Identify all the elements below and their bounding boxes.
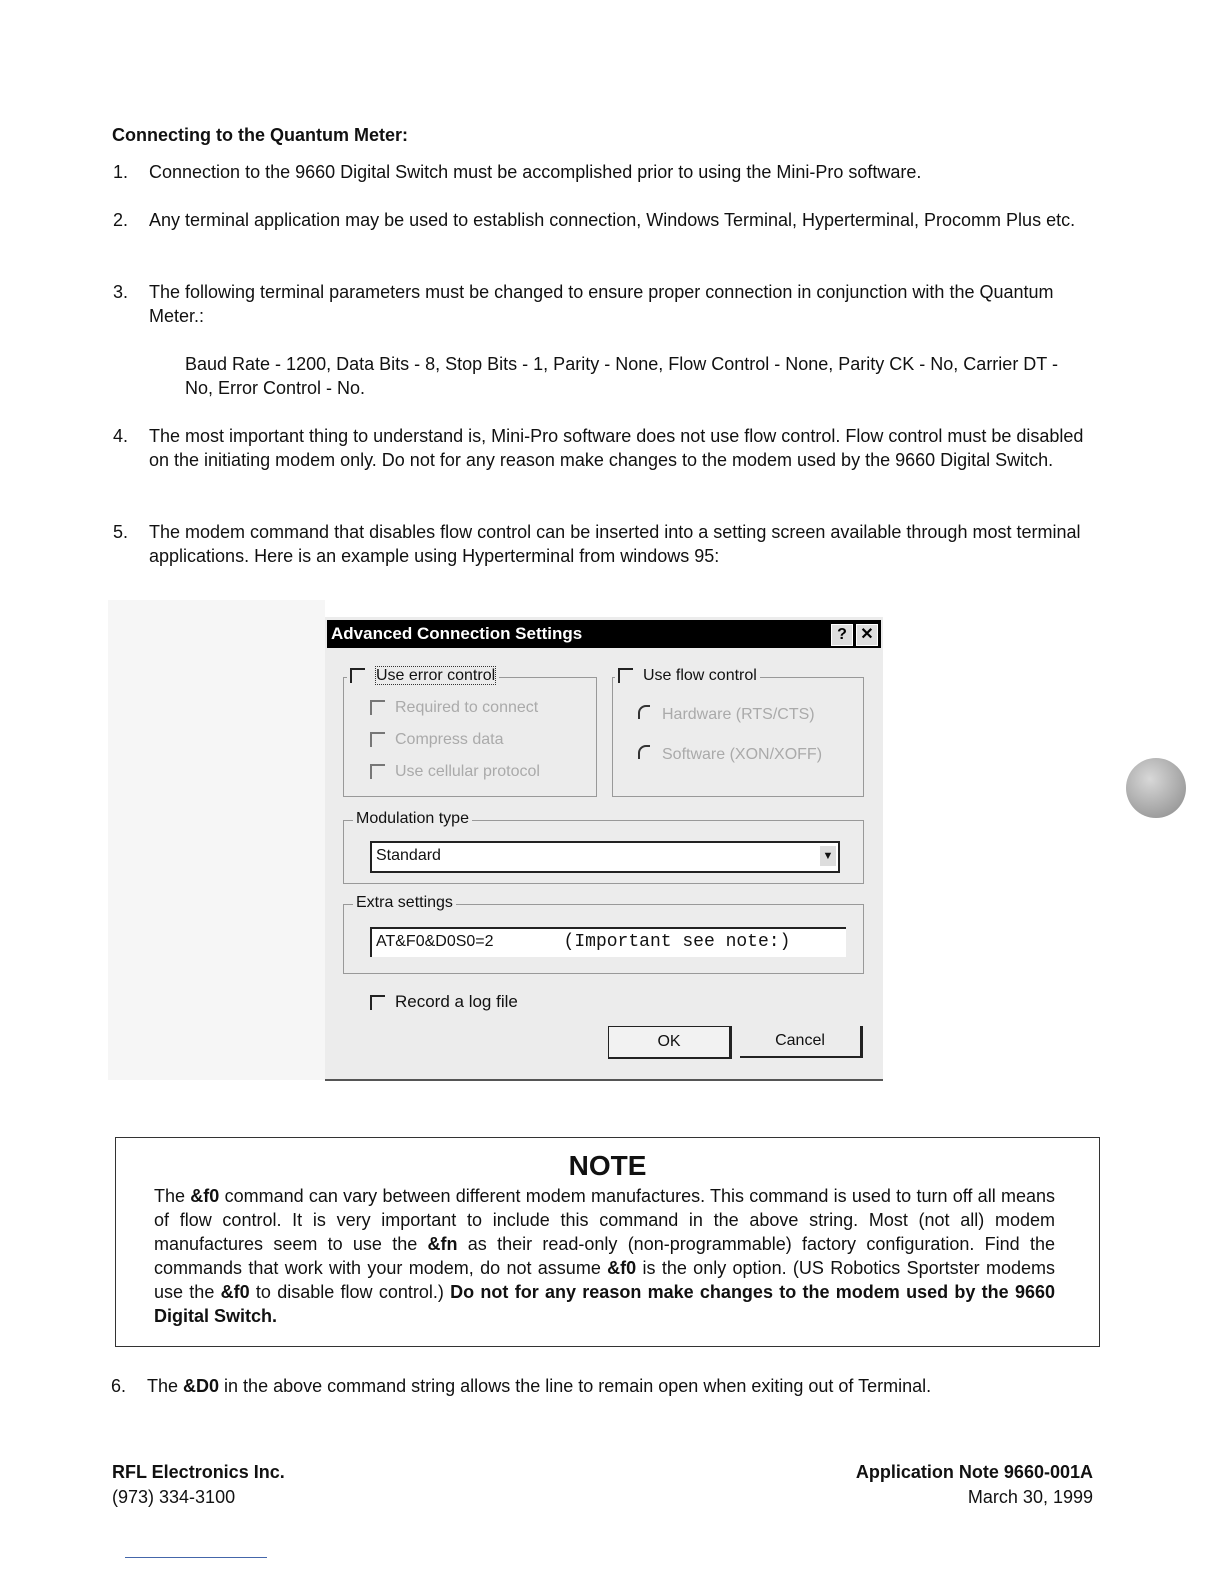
item-text: Any terminal application may be used to establish connection, Windows Terminal, Hyperterminal, Procomm Plus etc. xyxy=(149,210,1076,230)
use-cellular-protocol-checkbox[interactable]: Use cellular protocol xyxy=(370,763,540,781)
modulation-type-label: Modulation type xyxy=(353,810,472,828)
annotation-text: (Important see note:) xyxy=(563,932,791,952)
help-button[interactable]: ? xyxy=(831,624,853,646)
list-item xyxy=(113,280,1103,328)
use-flow-control-checkbox[interactable] xyxy=(615,667,760,685)
use-error-control-checkbox[interactable] xyxy=(347,667,499,685)
footer-app-note: Application Note 9660-001A xyxy=(855,1462,1093,1482)
terminal-parameters: Baud Rate - 1200, Data Bits - 8, Stop Bits - 1, Parity - None, Flow Control - None, Parity CK - No, Carrier DT - No, Error Control - No. xyxy=(185,354,1058,398)
footer-company: RFL Electronics Inc. xyxy=(112,1462,285,1482)
note-box xyxy=(115,1137,1100,1347)
item-number: 1. xyxy=(113,162,129,182)
note-body: The &f0 command can vary between different modem manufactures. This command is used to turn off all means of flow control. It is very important to include this command in the above string. Most (not all) modem manufactures seem to use the &fn as their read-only (non-programmable) factory configuration. Find the commands that work with your modem, do not assume &f0 is the only option. (US Robotics Sportster modems use the &f0 to disable flow control.) Do not for any reason make changes to the modem used by the 9660 Digital Switch. xyxy=(154,1186,1056,1326)
item-number: 6. xyxy=(111,1376,127,1396)
record-log-file-checkbox[interactable]: Record a log file xyxy=(370,992,518,1012)
flow-control-group xyxy=(612,677,864,797)
hardware-radio[interactable]: Hardware (RTS/CTS) xyxy=(638,705,815,724)
note-title: NOTE xyxy=(568,1150,647,1181)
section-heading: Connecting to the Quantum Meter: xyxy=(112,125,408,145)
footer-date: March 30, 1999 xyxy=(967,1487,1093,1507)
item-text: The &D0 in the above command string allows the line to remain open when exiting out of Terminal. xyxy=(147,1376,932,1396)
software-radio[interactable]: Software (XON/XOFF) xyxy=(638,745,822,764)
item-text: The modem command that disables flow control can be inserted into a setting screen available through most terminal applications. Here is an example using Hyperterminal from windows 95: xyxy=(149,522,1081,566)
advanced-connection-settings-dialog xyxy=(325,617,883,1081)
required-to-connect-checkbox[interactable]: Required to connect xyxy=(370,699,538,717)
ok-button[interactable]: OK xyxy=(608,1026,732,1059)
list-item xyxy=(113,424,1103,472)
compress-data-checkbox[interactable]: Compress data xyxy=(370,731,504,749)
item-text: The most important thing to understand is, Mini-Pro software does not use flow control. Flow control must be disabled on the initiating modem only. Do not for any reason make changes to the modem used by the 9660 Digital Switch. xyxy=(149,426,1084,470)
footer-rule xyxy=(125,1557,267,1558)
list-item xyxy=(111,1374,1101,1398)
extra-settings-label: Extra settings xyxy=(353,894,456,912)
item-text: The following terminal parameters must be changed to ensure proper connection in conjunction with the Quantum Meter.: xyxy=(149,282,1054,326)
dialog-title: Advanced Connection Settings xyxy=(331,624,583,643)
modulation-type-select[interactable] xyxy=(370,841,840,873)
dialog-titlebar xyxy=(327,620,881,648)
scan-hole-mark xyxy=(1126,758,1186,818)
checkbox-label: Use flow control xyxy=(643,667,757,684)
item-number: 2. xyxy=(113,210,129,230)
item-number: 4. xyxy=(113,426,129,446)
scan-shading xyxy=(108,600,325,1080)
extra-settings-input[interactable] xyxy=(370,927,846,957)
item-number: 3. xyxy=(113,282,129,302)
cancel-button[interactable]: Cancel xyxy=(740,1026,863,1058)
chevron-down-icon[interactable]: ▼ xyxy=(820,846,836,866)
item-text: Connection to the 9660 Digital Switch must be accomplished prior to using the Mini-Pro software. xyxy=(149,162,922,182)
checkbox-label: Use error control xyxy=(376,667,496,684)
footer-phone: (973) 334-3100 xyxy=(112,1487,236,1507)
selected-value: Standard xyxy=(376,847,441,864)
list-item xyxy=(113,208,1103,232)
close-button[interactable]: ✕ xyxy=(856,624,878,646)
input-value: AT&F0&D0S0=2 xyxy=(376,933,494,950)
list-item xyxy=(113,160,1103,184)
list-item xyxy=(113,520,1103,568)
item-number: 5. xyxy=(113,522,129,542)
